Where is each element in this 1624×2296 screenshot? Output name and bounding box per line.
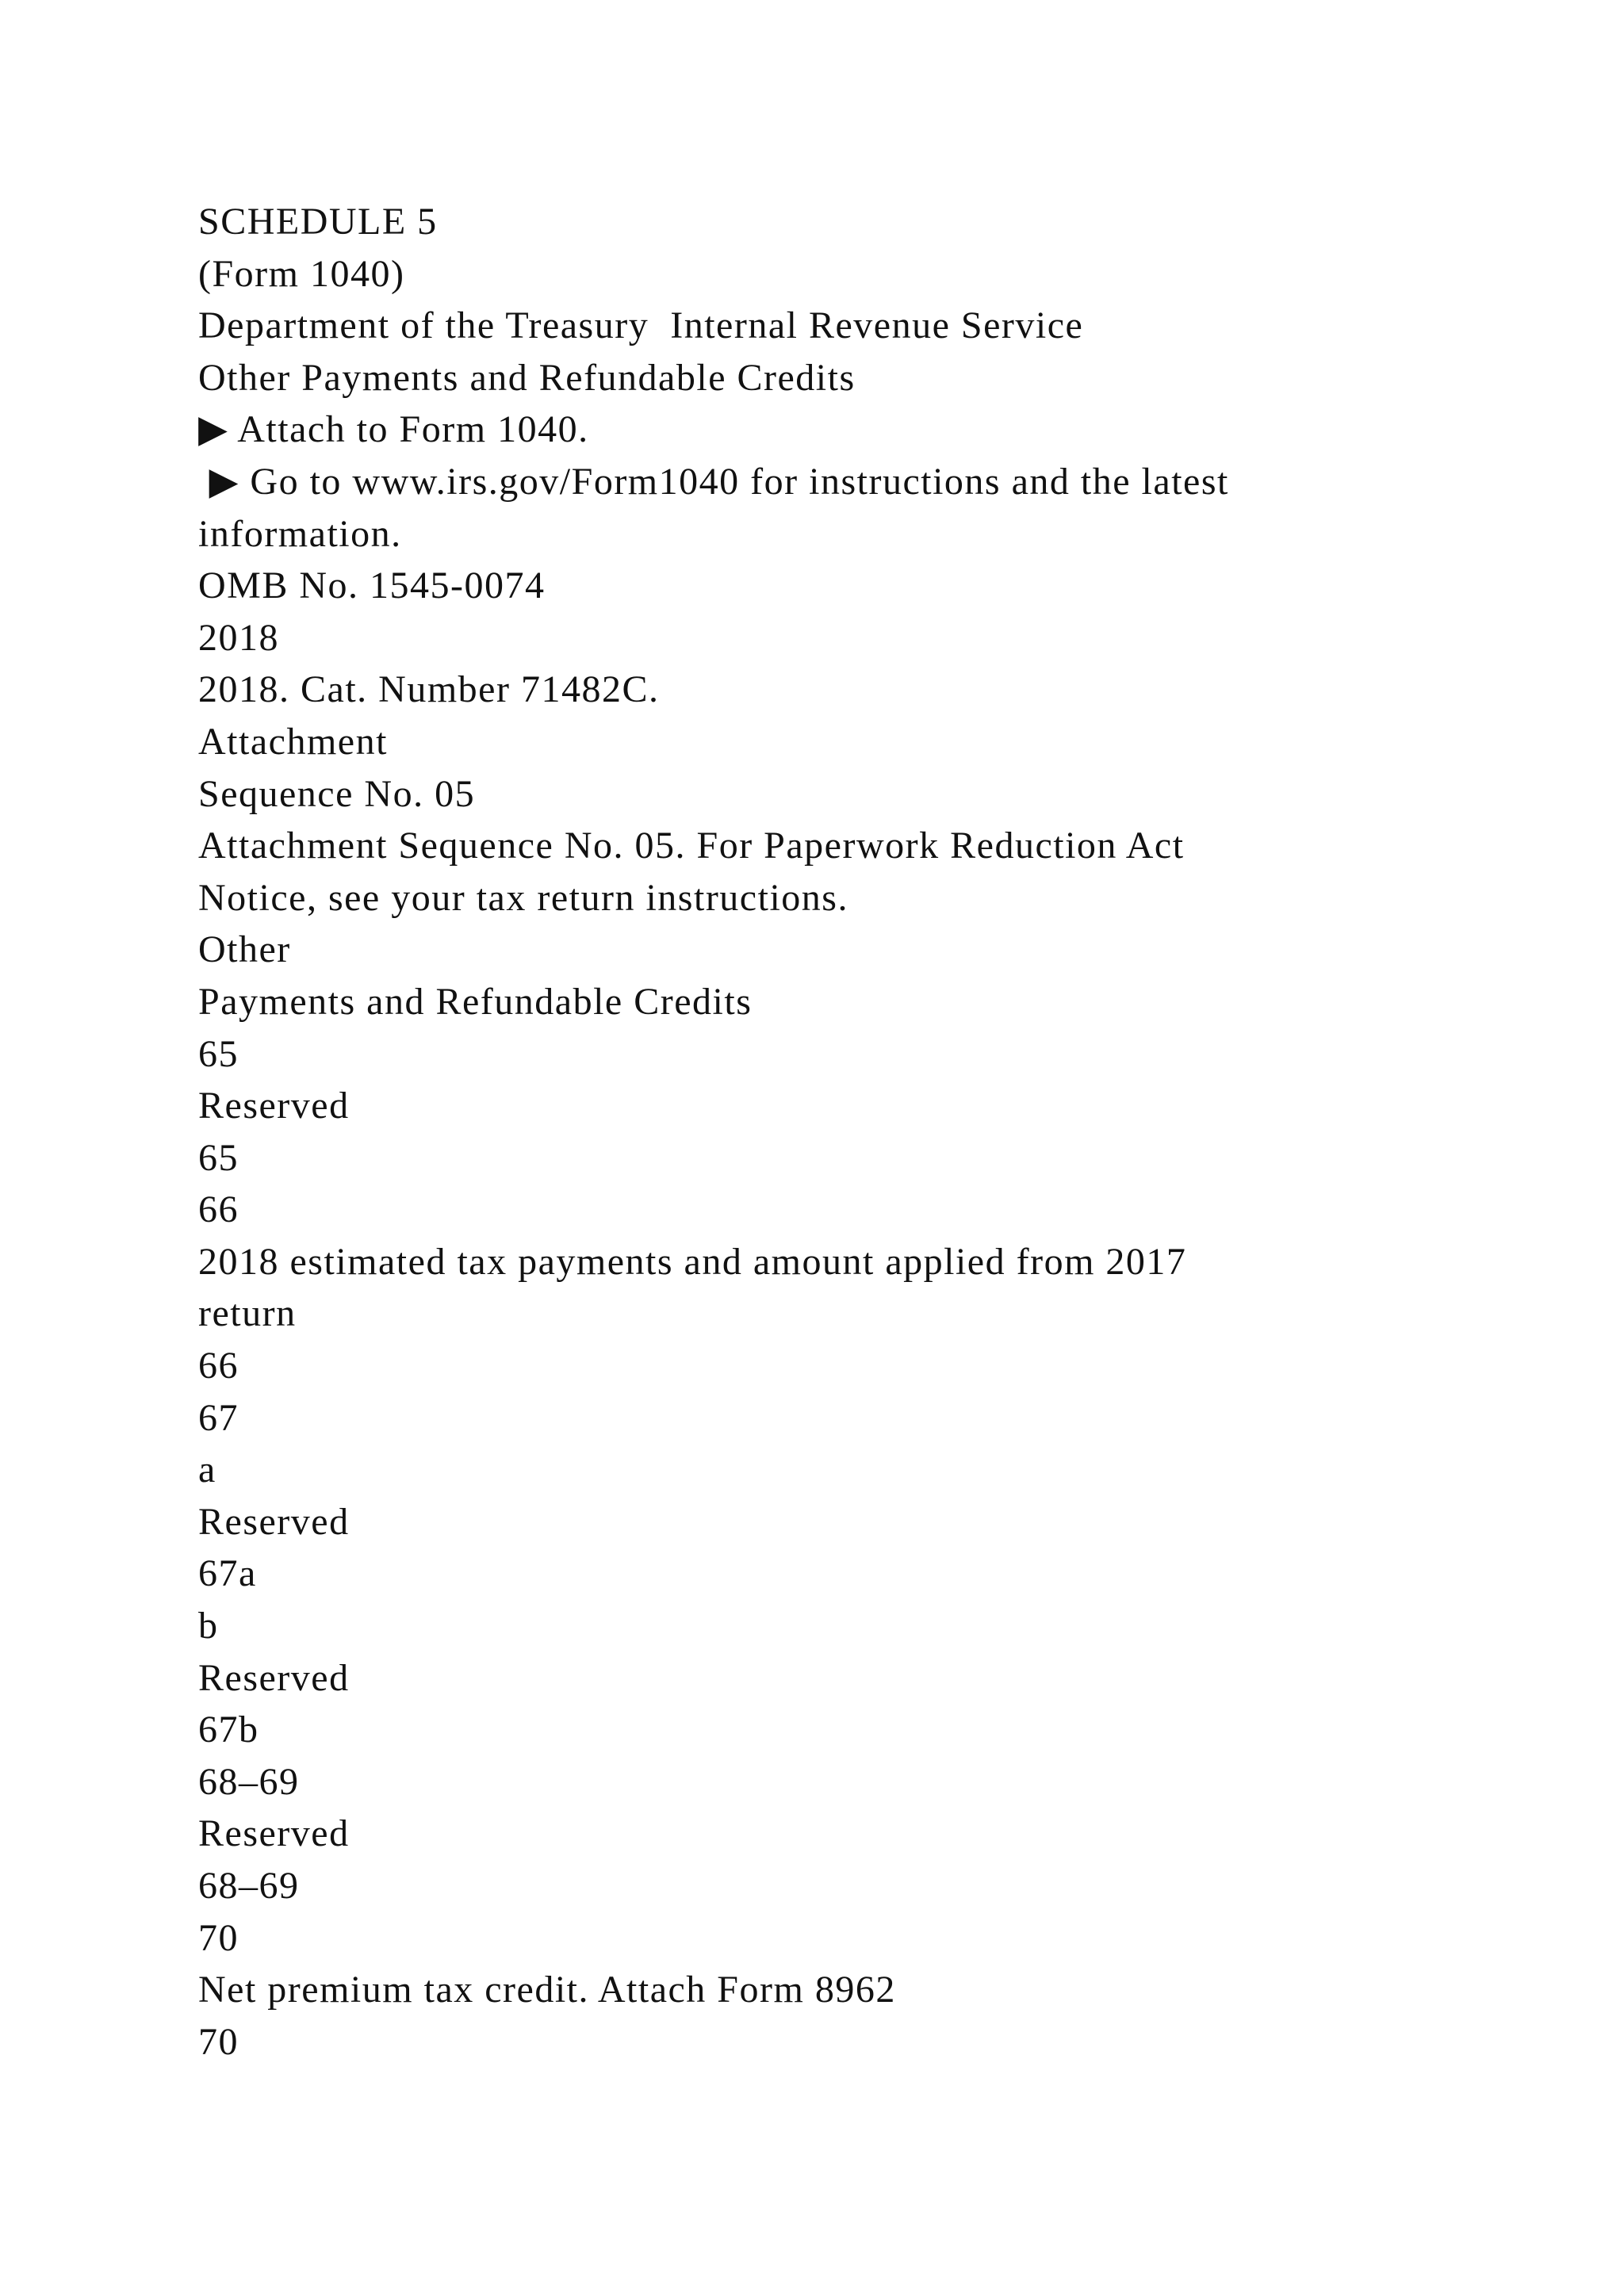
form-schedule-title: SCHEDULE 5	[198, 201, 438, 243]
line-number-67: 67	[198, 1396, 239, 1439]
line-sub-a: a	[198, 1448, 216, 1491]
omb-number: OMB No. 1545-0074	[198, 564, 546, 607]
line-label-66-continued: return	[198, 1292, 297, 1335]
paperwork-notice: Attachment Sequence No. 05. For Paperwork Reduction Act	[198, 825, 1185, 867]
line-number-68-69: 68–69	[198, 1760, 300, 1803]
line-label-68-69: Reserved	[198, 1812, 350, 1855]
line-box-67b: 67b	[198, 1709, 259, 1751]
line-label-70: Net premium tax credit. Attach Form 8962	[198, 1969, 896, 2011]
line-number-65: 65	[198, 1032, 239, 1075]
line-number-70: 70	[198, 1916, 239, 1959]
line-label-67b: Reserved	[198, 1656, 350, 1699]
document-text-lines	[198, 196, 1546, 2068]
form-title: Other Payments and Refundable Credits	[198, 356, 856, 399]
line-number-66: 66	[198, 1188, 239, 1231]
paperwork-notice-continued: Notice, see your tax return instructions.	[198, 876, 848, 919]
form-number: (Form 1040)	[198, 252, 405, 295]
instructions-link-line-continued: information.	[198, 512, 402, 555]
line-box-66: 66	[198, 1345, 239, 1387]
line-label-67a: Reserved	[198, 1500, 350, 1543]
attach-instruction: ▶ Attach to Form 1040.	[198, 408, 589, 451]
line-box-65: 65	[198, 1136, 239, 1179]
section-heading: Other	[198, 928, 291, 971]
tax-year: 2018	[198, 616, 279, 659]
line-label-65: Reserved	[198, 1085, 350, 1127]
sequence-number: Sequence No. 05	[198, 772, 476, 815]
line-box-70: 70	[198, 2020, 239, 2063]
catalog-number: 2018. Cat. Number 71482C.	[198, 668, 660, 711]
agency-name: Department of the Treasury Internal Revenue Service	[198, 304, 1084, 347]
section-heading-continued: Payments and Refundable Credits	[198, 980, 753, 1023]
attachment-label: Attachment	[198, 720, 388, 763]
instructions-link-line: ▶ Go to www.irs.gov/Form1040 for instructions and the latest	[198, 460, 1229, 503]
line-box-68-69: 68–69	[198, 1865, 300, 1907]
line-sub-b: b	[198, 1605, 219, 1647]
line-box-67a: 67a	[198, 1552, 257, 1595]
line-label-66: 2018 estimated tax payments and amount applied from 2017	[198, 1240, 1187, 1283]
